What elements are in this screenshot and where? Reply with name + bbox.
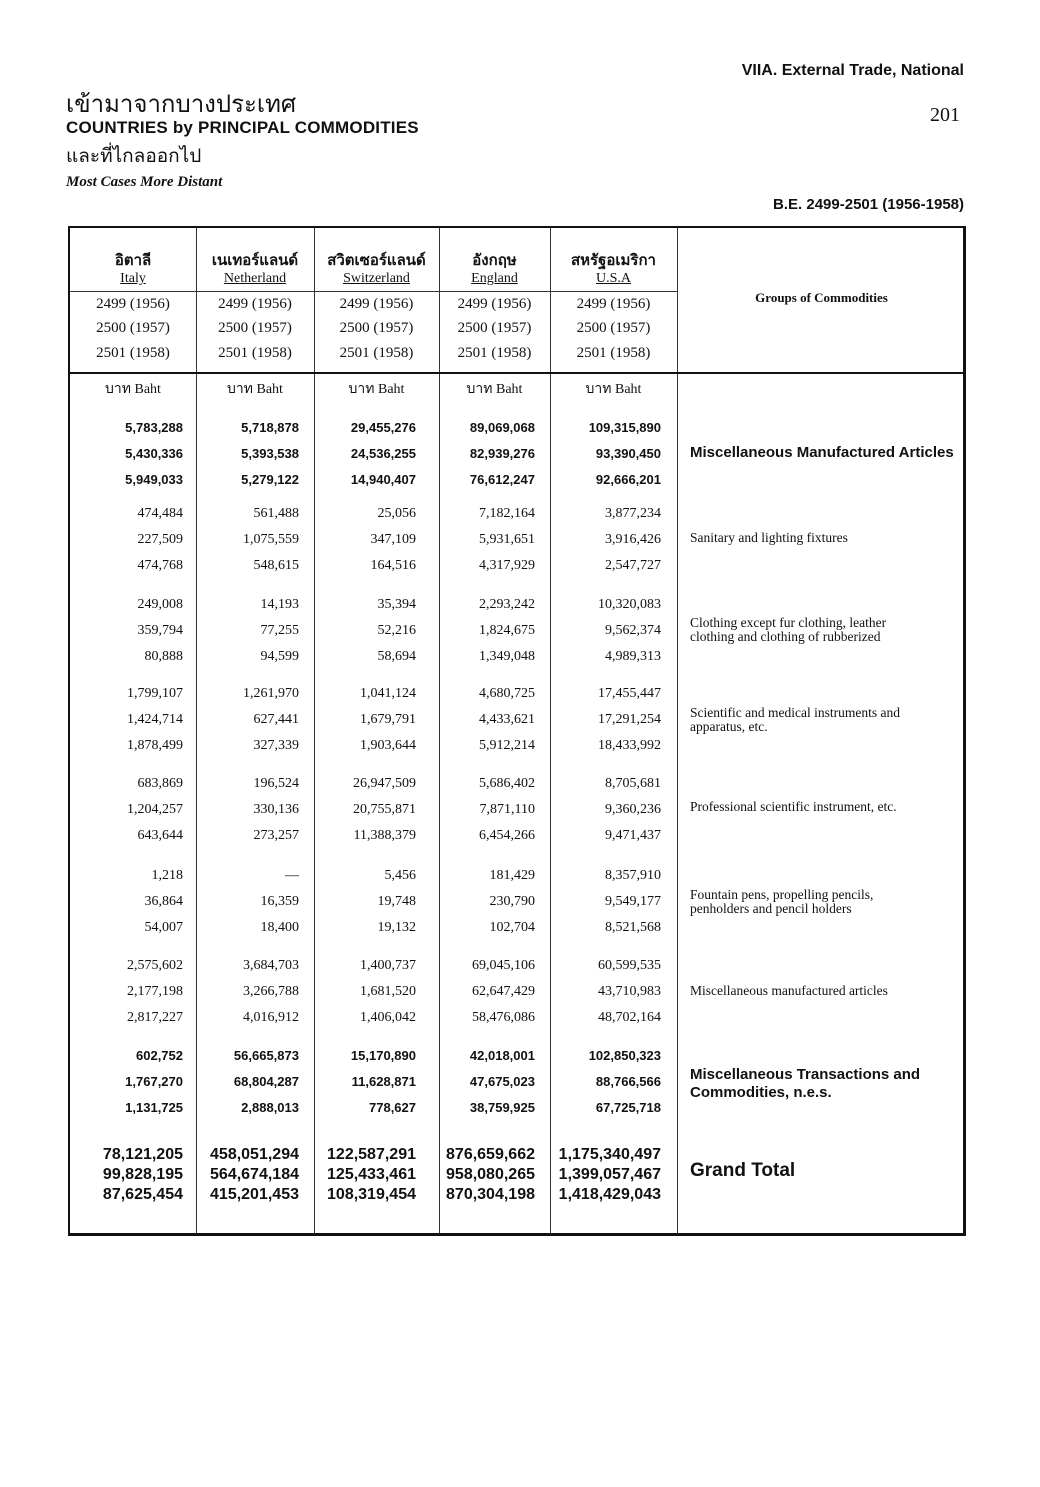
column-header-usa	[550, 250, 677, 288]
table-cell: 196,524	[253, 776, 299, 791]
table-cell: 778,627	[369, 1100, 416, 1115]
table-cell: 230,790	[489, 894, 535, 909]
table-cell: 602,752	[136, 1048, 183, 1063]
table-cell: 548,615	[253, 558, 299, 573]
column-header-thai: อังกฤษ	[472, 251, 517, 269]
commodity-group-label-line: Grand Total	[690, 1160, 796, 1181]
table-cell: 48,702,164	[598, 1010, 661, 1025]
table-cell: 94,599	[260, 649, 299, 664]
table-cell: 125,433,461	[327, 1166, 416, 1183]
commodity-group-label-line: Clothing except fur clothing, leather	[690, 615, 887, 630]
table-cell: 1,406,042	[360, 1010, 416, 1025]
table-cell: 5,393,538	[241, 446, 299, 461]
year-label: 2499 (1956)	[339, 296, 414, 312]
commodity-group-label-line: clothing and clothing of rubberized	[690, 629, 881, 644]
commodity-group-label-line: apparatus, etc.	[690, 719, 768, 734]
table-cell: 58,694	[377, 649, 416, 664]
table-cell: 3,266,788	[243, 984, 299, 999]
table-cell: 82,939,276	[469, 446, 535, 461]
table-cell: 29,455,276	[350, 420, 416, 435]
commodity-group-label-line: Commodities, n.e.s.	[690, 1084, 832, 1101]
table-cell: 5,430,336	[125, 446, 183, 461]
table-cell: 3,916,426	[605, 532, 661, 547]
table-cell: 87,625,454	[102, 1186, 183, 1203]
table-cell: 1,204,257	[127, 802, 183, 817]
column-header-en: Switzerland	[343, 271, 410, 286]
table-cell: 10,320,083	[598, 597, 661, 612]
table-cell: 8,705,681	[605, 776, 661, 791]
table-cell: 5,456	[384, 868, 416, 883]
table-cell: 164,516	[370, 558, 416, 573]
table-cell: 56,665,873	[233, 1048, 299, 1063]
table-cell: 93,390,450	[595, 446, 661, 461]
table-cell: 181,429	[489, 868, 535, 883]
table-cell: 24,536,255	[350, 446, 416, 461]
table-cell: 9,471,437	[605, 828, 661, 843]
table-cell: 7,182,164	[479, 506, 535, 521]
column-header-en: Netherland	[223, 271, 287, 286]
table-cell: 273,257	[253, 828, 299, 843]
table-cell: 89,069,068	[469, 420, 535, 435]
commodity-group-label	[690, 444, 966, 462]
table-cell: 68,804,287	[233, 1074, 299, 1089]
table-cell: 42,018,001	[469, 1048, 535, 1063]
table-cell: 5,279,122	[241, 472, 299, 487]
table-cell: 474,768	[137, 558, 183, 573]
column-header-thai: สหรัฐอเมริกา	[571, 251, 656, 269]
year-label: 2499 (1956)	[457, 296, 532, 312]
table-cell: 60,599,535	[598, 958, 661, 973]
table-cell: 9,562,374	[605, 623, 661, 638]
table-cell: 54,007	[144, 920, 183, 935]
commodity-group-label	[690, 1066, 966, 1102]
table-cell: 1,418,429,043	[558, 1186, 661, 1203]
column-header-thai: อิตาลี	[114, 251, 152, 269]
table-cell: 5,931,651	[479, 532, 535, 547]
commodity-group-label-line: Miscellaneous Transactions and	[690, 1066, 921, 1083]
table-cell: 5,783,288	[125, 420, 183, 435]
table-cell: 102,704	[489, 920, 535, 935]
year-label: 2501 (1958)	[218, 345, 292, 361]
table-cell: 17,455,447	[598, 686, 661, 701]
table-cell: 19,132	[377, 920, 416, 935]
table-cell: 62,647,429	[472, 984, 535, 999]
table-cell: 1,175,340,497	[558, 1146, 661, 1163]
table-cell: 18,433,992	[598, 738, 661, 753]
table-cell: 9,360,236	[605, 802, 661, 817]
commodity-group-label-line: Professional scientific instrument, etc.	[690, 799, 897, 814]
table-cell: 109,315,890	[588, 420, 661, 435]
table-cell: 67,725,718	[595, 1100, 661, 1115]
table-cell: 227,509	[137, 532, 183, 547]
table-cell: 458,051,294	[210, 1146, 299, 1163]
table-cell: 92,666,201	[595, 472, 661, 487]
table-cell: 16,359	[260, 894, 299, 909]
table-cell: 1,903,644	[360, 738, 416, 753]
subtitle-thai: และที่ไกลออกไป	[66, 145, 202, 167]
commodity-group-label	[690, 616, 966, 644]
year-label: 2500 (1957)	[96, 320, 170, 336]
header-rule	[70, 291, 677, 292]
commodity-group-label	[690, 800, 966, 814]
table-cell: 2,293,242	[479, 597, 535, 612]
unit-label: บาท Baht	[585, 382, 642, 397]
commodity-group-label	[690, 984, 966, 998]
column-header-en: Italy	[120, 271, 146, 286]
table-cell: 1,399,057,467	[558, 1166, 661, 1183]
table-cell: 14,193	[260, 597, 299, 612]
table-cell: 17,291,254	[598, 712, 661, 727]
column-header-switzerland	[314, 250, 439, 288]
commodity-group-label-line: penholders and pencil holders	[690, 901, 852, 916]
period-label: B.E. 2499-2501 (1956-1958)	[773, 196, 964, 213]
table-cell: 1,681,520	[360, 984, 416, 999]
table-cell: 5,686,402	[479, 776, 535, 791]
unit-label: บาท Baht	[105, 382, 161, 397]
unit-label: บาท Baht	[227, 382, 283, 397]
table-cell: 7,871,110	[479, 802, 535, 817]
table-cell: 1,131,725	[125, 1100, 183, 1115]
table-cell: 359,794	[137, 623, 183, 638]
table-cell: 11,628,871	[351, 1074, 416, 1089]
table-cell: 1,041,124	[360, 686, 416, 701]
year-label: 2501 (1958)	[576, 345, 651, 361]
table-cell: 20,755,871	[353, 802, 416, 817]
table-cell: 2,575,602	[127, 958, 183, 973]
table-cell: 1,261,970	[243, 686, 299, 701]
table-cell: 3,877,234	[605, 506, 661, 521]
table-cell: 36,864	[144, 894, 183, 909]
year-label: 2500 (1957)	[576, 320, 651, 336]
commodity-group-label-line: Fountain pens, propelling pencils,	[690, 887, 874, 902]
commodity-group-label	[690, 888, 966, 916]
column-header-thai: เนเทอร์แลนด์	[211, 251, 299, 269]
table-cell: 35,394	[377, 597, 416, 612]
subtitle: Most Cases More Distant	[66, 174, 223, 190]
table-cell: 2,177,198	[127, 984, 183, 999]
table-cell: 99,828,195	[102, 1166, 183, 1183]
table-cell: 14,940,407	[350, 472, 416, 487]
table-cell: 876,659,662	[446, 1146, 535, 1163]
table-cell: 122,587,291	[327, 1146, 416, 1163]
unit-label: บาท Baht	[466, 382, 523, 397]
table-cell: 1,424,714	[127, 712, 183, 727]
commodity-group-label-line: Miscellaneous manufactured articles	[690, 983, 888, 998]
commodity-group-label	[690, 1160, 966, 1182]
page-title: COUNTRIES by PRINCIPAL COMMODITIES	[66, 118, 419, 137]
table-cell: 327,339	[253, 738, 299, 753]
table-cell: 102,850,323	[588, 1048, 661, 1063]
year-label: 2500 (1957)	[339, 320, 414, 336]
table-cell: 47,675,023	[469, 1074, 535, 1089]
column-header-italy	[70, 250, 196, 288]
year-label: 2501 (1958)	[457, 345, 532, 361]
table-cell: 330,136	[253, 802, 299, 817]
table-cell: 627,441	[253, 712, 299, 727]
table-cell: 6,454,266	[479, 828, 535, 843]
page-number: 201	[930, 104, 960, 126]
table-cell: 77,255	[260, 623, 299, 638]
table-cell: 1,075,559	[243, 532, 299, 547]
table-cell: 5,949,033	[125, 472, 183, 487]
table-cell: 52,216	[377, 623, 416, 638]
year-label: 2501 (1958)	[96, 345, 170, 361]
column-divider	[677, 228, 678, 1233]
table-cell: 2,817,227	[127, 1010, 183, 1025]
table-cell: 76,612,247	[469, 472, 535, 487]
table-cell: 4,016,912	[243, 1010, 299, 1025]
column-header-thai: สวิตเซอร์แลนด์	[327, 251, 426, 269]
table-cell: 5,912,214	[479, 738, 535, 753]
table-cell: 1,878,499	[127, 738, 183, 753]
table-cell: 19,748	[377, 894, 416, 909]
table-cell: 1,349,048	[479, 649, 535, 664]
table-cell: 958,080,265	[446, 1166, 535, 1183]
column-header-en: England	[471, 271, 518, 286]
table-cell: 1,400,737	[360, 958, 416, 973]
table-cell: 11,388,379	[353, 828, 416, 843]
table-cell: 25,056	[377, 506, 416, 521]
title-thai: เข้ามาจากบางประเทศ	[66, 90, 297, 118]
table-cell: 4,433,621	[479, 712, 535, 727]
table-cell: 5,718,878	[241, 420, 299, 435]
year-label: 2500 (1957)	[457, 320, 532, 336]
table-cell: 18,400	[260, 920, 299, 935]
table-cell: 80,888	[144, 649, 183, 664]
table-cell: 347,109	[370, 532, 416, 547]
table-cell: 38,759,925	[469, 1100, 535, 1115]
table-cell: 683,869	[137, 776, 183, 791]
groups-of-commodities-header: Groups of Commodities	[755, 290, 888, 305]
commodity-table	[68, 226, 966, 1236]
table-cell: —	[285, 868, 299, 883]
table-cell: 4,680,725	[479, 686, 535, 701]
header-bottom-rule	[70, 372, 966, 374]
year-label: 2501 (1958)	[339, 345, 414, 361]
year-label: 2500 (1957)	[218, 320, 292, 336]
table-cell: 9,549,177	[605, 894, 661, 909]
table-cell: 1,218	[151, 868, 183, 883]
table-cell: 1,679,791	[360, 712, 416, 727]
table-cell: 26,947,509	[353, 776, 416, 791]
table-cell: 561,488	[253, 506, 299, 521]
table-cell: 564,674,184	[210, 1166, 299, 1183]
table-cell: 1,767,270	[125, 1074, 183, 1089]
table-cell: 88,766,566	[595, 1074, 661, 1089]
table-cell: 8,357,910	[605, 868, 661, 883]
column-header-england	[439, 250, 550, 288]
table-cell: 2,547,727	[605, 558, 661, 573]
table-cell: 108,319,454	[327, 1186, 416, 1203]
table-cell: 1,824,675	[479, 623, 535, 638]
commodity-group-label	[690, 706, 966, 734]
table-cell: 474,484	[137, 506, 183, 521]
table-cell: 4,317,929	[479, 558, 535, 573]
table-cell: 415,201,453	[210, 1186, 299, 1203]
commodity-group-label-line: Sanitary and lighting fixtures	[690, 530, 848, 545]
table-cell: 78,121,205	[102, 1146, 183, 1163]
table-cell: 3,684,703	[243, 958, 299, 973]
table-cell: 2,888,013	[241, 1100, 299, 1115]
table-cell: 15,170,890	[350, 1048, 416, 1063]
table-cell: 4,989,313	[605, 649, 661, 664]
commodity-group-label-line: Miscellaneous Manufactured Articles	[690, 444, 954, 461]
unit-label: บาท Baht	[348, 382, 405, 397]
commodity-group-label	[690, 531, 966, 545]
commodity-group-label-line: Scientific and medical instruments and	[690, 705, 900, 720]
column-header-netherland	[196, 250, 314, 288]
table-cell: 43,710,983	[598, 984, 661, 999]
table-cell: 643,644	[137, 828, 183, 843]
table-cell: 249,008	[137, 597, 183, 612]
section-heading: VIIA. External Trade, National	[741, 62, 964, 79]
table-cell: 870,304,198	[446, 1186, 535, 1203]
table-cell: 58,476,086	[472, 1010, 535, 1025]
year-label: 2499 (1956)	[218, 296, 292, 312]
table-cell: 8,521,568	[605, 920, 661, 935]
table-cell: 1,799,107	[127, 686, 183, 701]
year-label: 2499 (1956)	[96, 296, 170, 312]
column-header-en: U.S.A	[595, 271, 631, 286]
table-cell: 69,045,106	[472, 958, 535, 973]
year-label: 2499 (1956)	[576, 296, 651, 312]
